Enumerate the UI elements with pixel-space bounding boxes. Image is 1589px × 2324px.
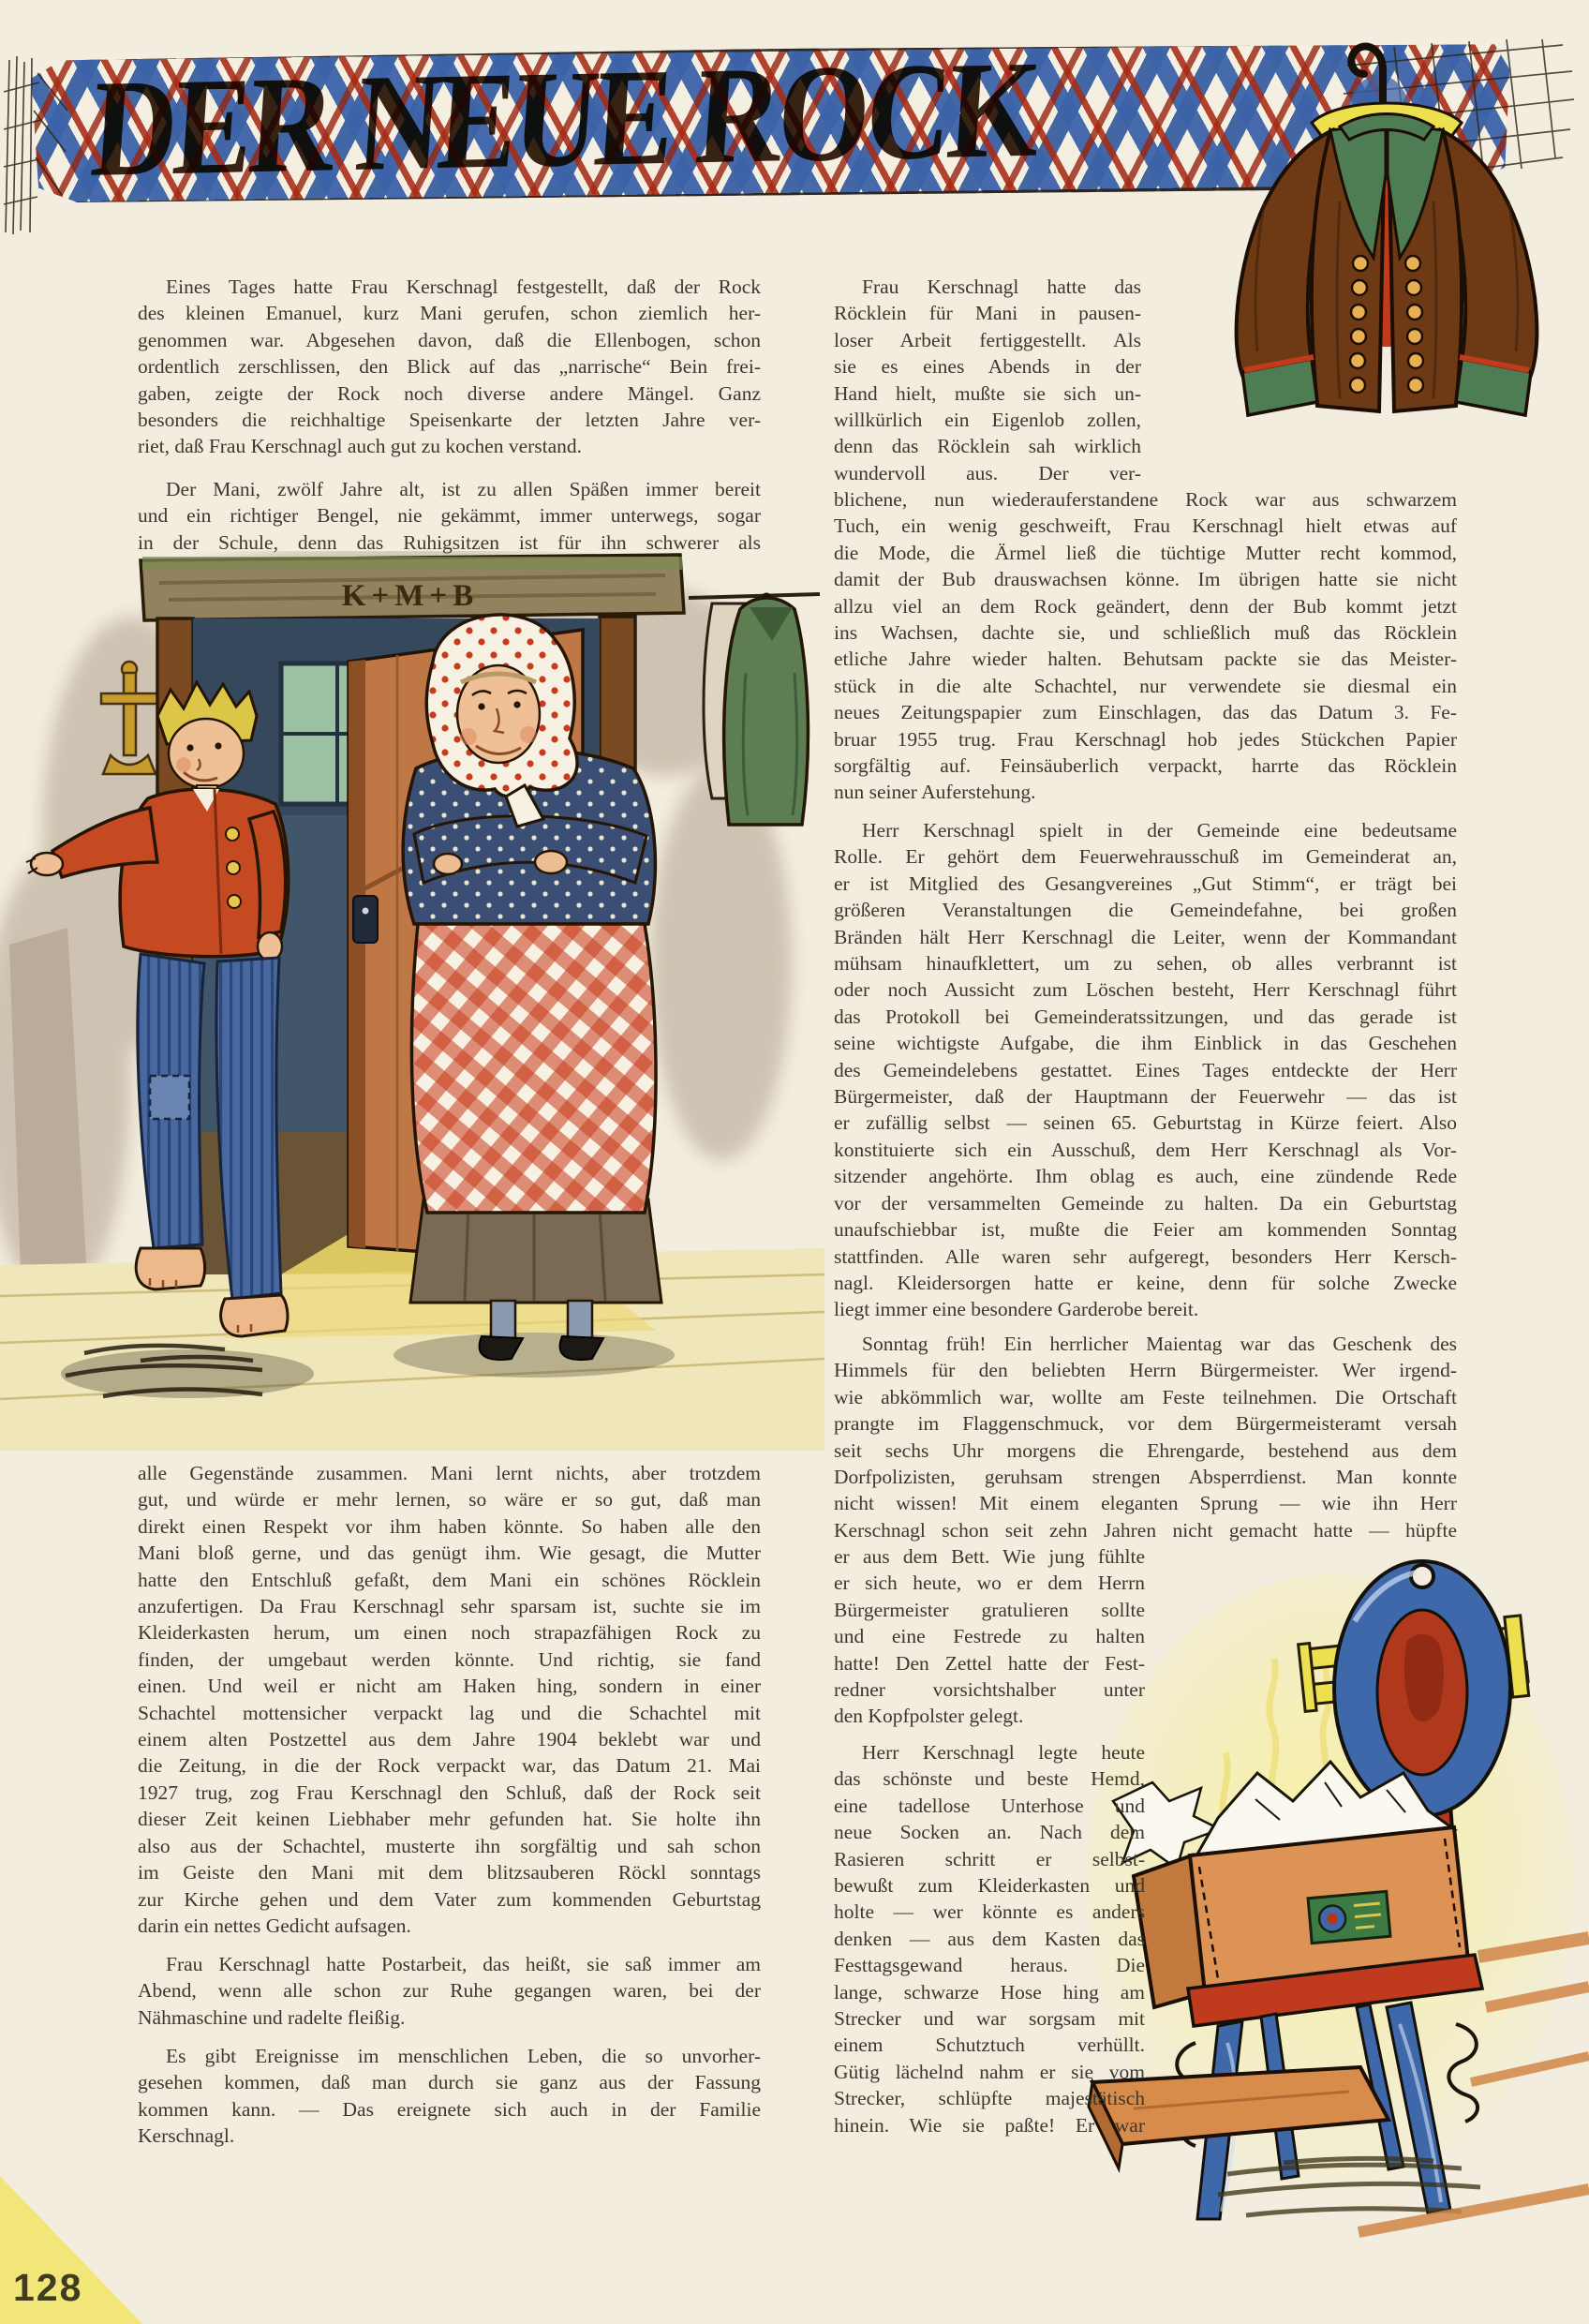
text-line: mühsam hinaufklettert, um zu sehen, ob alles verbrannt ist	[834, 952, 1457, 976]
text-line: und eine Festrede zu halten	[834, 1625, 1145, 1648]
text-line: riet, daß Frau Kerschnagl auch gut zu kochen verstand.	[138, 435, 583, 458]
text-line: anzufertigen. Da Frau Kerschnagl sehr sparsam ist, suchte sie im	[138, 1595, 761, 1618]
text-line: Schachtel mottensicher verpackt lag und die Schachtel mit	[138, 1701, 761, 1724]
text-line: loser Arbeit fertiggestellt. Als	[834, 328, 1141, 351]
text-line: Bränden hält Herr Kerschnagl die Leiter, wenn der Kommandant	[834, 925, 1457, 948]
text-line: größeren Veranstaltungen die Gemeindefahne, bei großen	[834, 899, 1457, 922]
gingham-apron	[411, 924, 656, 1213]
text-line: Frau Kerschnagl hatte das	[862, 276, 1141, 298]
text-line: genommen war. Abgesehen davon, daß die Ellenbogen, schon	[138, 328, 761, 351]
text-line: redner vorsichtshalber unter	[834, 1678, 1145, 1702]
text-block	[834, 274, 1141, 486]
text-line: Röcklein für Mani in pausen-	[834, 302, 1141, 325]
text-line: Rasieren schritt er selbst-	[834, 1847, 1145, 1870]
text-line: einem Schutztuch verhüllt.	[834, 2034, 1145, 2057]
text-line: das Protokoll bei Gemeinderatssitzungen, und das gerade ist	[834, 1005, 1457, 1028]
door-inscription: K+M+B	[341, 579, 480, 613]
text-line: sie es eines Abends in der	[834, 355, 1141, 379]
text-line: sitzender angehörte. Ihm oblag es auch, eine zündende Rede	[834, 1165, 1457, 1188]
text-line: Sonntag früh! Ein herrlicher Maientag war das Geschenk des	[862, 1333, 1457, 1355]
text-line: einem alten Postzettel aus dem Jahre 1904 beklebt war und	[138, 1728, 761, 1751]
text-line: kommen kann. — Das ereignete sich auch in der Familie	[138, 2097, 761, 2121]
article-title	[81, 35, 1063, 207]
hanger-hook-icon	[1351, 46, 1383, 102]
text-line: gesehen kommen, daß man durch sie ganz aus der Fassung	[138, 2071, 761, 2094]
text-line: seine wichtigste Aufgabe, die ihm Einblick in das Geschehen	[834, 1032, 1457, 1055]
text-line: nun seiner Auferstehung.	[834, 781, 1036, 804]
text-block	[834, 1739, 1145, 2138]
text-line: Der Mani, zwölf Jahre alt, ist zu allen Späßen immer bereit	[166, 478, 761, 500]
text-line: bruar 1955 trug. Frau Kerschnagl hob jedes Stückchen Papier	[834, 727, 1457, 751]
text-line: 1927 trug, zog Frau Kerschnagl den Schluß, daß der Rock seit	[138, 1780, 761, 1804]
text-line: finden, der umgebaut werden könnte. Und richtig, sie fand	[138, 1647, 761, 1671]
text-block	[834, 1543, 1145, 1730]
text-line: stück in die alte Schachtel, nur verwendete sie diesmal ein	[834, 674, 1457, 697]
text-line: allzu viel an dem Rock geändert, denn der Bub kommt jetzt	[834, 594, 1457, 618]
text-block	[138, 274, 761, 460]
text-line: Bürgermeister, daß der Hauptmann der Feuerwehr — das ist	[834, 1085, 1457, 1109]
text-line: alle Gegenstände zusammen. Mani lernt nichts, aber trotzdem	[138, 1462, 761, 1484]
text-line: im Geiste den Mani mit dem blitzsauberen Röckl sonntags	[138, 1861, 761, 1885]
text-line: des Gemeindelebens gestattet. Eines Tages entdeckte der Herr	[834, 1058, 1457, 1081]
jacket-cuffs	[1242, 357, 1531, 415]
text-line: holte — wer könnte es anders	[834, 1900, 1145, 1924]
text-line: Kerschnagl schon seit zehn Jahren nicht gemacht hatte — hüpfte	[834, 1518, 1457, 1542]
text-line: zur Kirche gehen und dem Vater zum kommenden Geburtstag	[138, 1887, 761, 1911]
text-line: wie abkömmlich war, wollte am Feste teilnehmen. Die Ortschaft	[834, 1385, 1457, 1408]
text-block	[138, 2043, 761, 2150]
text-line: liegt immer eine besondere Garderobe bereit.	[834, 1298, 1199, 1321]
text-line: darin ein nettes Gedicht aufsagen.	[138, 1914, 411, 1937]
text-line: Nähmaschine und radelte fleißig.	[138, 2005, 406, 2029]
text-line: sorgfältig auf. Feinsäuberlich verpackt, harrte das Röcklein	[834, 754, 1457, 778]
text-line: denken — aus dem Kasten das	[834, 1927, 1145, 1950]
text-line: Mani bloß gerne, und das genügt ihm. Wie gesagt, die Mutter	[138, 1542, 761, 1565]
text-line: wundervoll aus. Der ver-	[834, 461, 1141, 484]
text-block	[138, 476, 761, 556]
text-line: nagl. Kleidersorgen hatte er keine, denn für solche Zwecke	[834, 1271, 1457, 1294]
text-line: und ein richtiger Bengel, nie gekämmt, immer unterwegs, sogar	[138, 504, 761, 528]
text-line: die Zeitung, in die der Rock verpackt war, das Datum 21. Mai	[138, 1754, 761, 1778]
text-block	[834, 817, 1457, 1323]
text-line: er zufällig selbst — seinen 65. Geburtstag in Kürze feiert. Also	[834, 1111, 1457, 1135]
text-block	[138, 1951, 761, 2031]
text-line: ordentlich zerschlissen, den Blick auf das „narrische“ Bein frei-	[138, 355, 761, 379]
text-line: vor der versammelten Gemeinde zu halten. Da ein Geburtstag	[834, 1191, 1457, 1214]
text-line: unaufschiebbar ist, mußte die Feier am kommenden Sonntag	[834, 1218, 1457, 1242]
text-line: das schönste und beste Hemd,	[834, 1767, 1145, 1791]
text-line: Bürgermeister gratulieren sollte	[834, 1598, 1145, 1621]
text-line: bewußt zum Kleiderkasten und	[834, 1874, 1145, 1898]
text-block	[138, 1460, 761, 1939]
box-label	[1308, 1891, 1390, 1943]
door-scene-illustration	[0, 551, 824, 1451]
page-number: 128	[13, 2266, 83, 2309]
text-line: gaben, zeigte der Rock noch diverse andere Mängel. Ganz	[138, 381, 761, 405]
text-line: Kerschnagl.	[138, 2124, 235, 2148]
text-line: Rolle. Er gehört dem Feuerwehrausschuß im Gemeinderat an,	[834, 845, 1457, 869]
text-line: prangte im Flaggenschmuck, vor dem Bürgermeisteramt versah	[834, 1412, 1457, 1436]
text-line: er ist Mitglied des Gesangvereines „Gut Stimm“, er trägt bei	[834, 872, 1457, 895]
text-line: Tuch, ein wenig geschweift, Frau Kerschnagl hielt etwas auf	[834, 514, 1457, 538]
text-line: er sich heute, wo er dem Herrn	[834, 1572, 1145, 1595]
text-block	[834, 486, 1457, 806]
text-line: in der Schule, denn das Ruhigsitzen ist für ihn schwerer als	[138, 530, 761, 554]
text-line: hatte! Den Zettel hatte der Fest-	[834, 1651, 1145, 1675]
text-line: Festtagsgewand heraus. Die	[834, 1954, 1145, 1977]
text-line: lange, schwarze Hose hing am	[834, 1980, 1145, 2004]
text-line: Hand hielt, mußte sie sich un-	[834, 381, 1141, 405]
text-line: ins Wachsen, dachte sie, und schließlich muß das Röcklein	[834, 621, 1457, 645]
text-line: neues Zeitungspapier zum Einschlagen, das das Datum 3. Fe-	[834, 701, 1457, 724]
text-block	[834, 1331, 1457, 1543]
text-line: hatte den Entschluß gefaßt, dem Mani ein schönes Röcklein	[138, 1568, 761, 1591]
text-line: Strecker und war sorgsam mit	[834, 2007, 1145, 2031]
text-line: eine tadellose Unterhose und	[834, 1794, 1145, 1817]
text-line: Herr Kerschnagl legte heute	[862, 1741, 1145, 1764]
text-line: oder noch Aussicht zum Löschen besteht, Herr Kerschnagl führt	[834, 978, 1457, 1002]
text-line: etliche Jahre wieder halten. Behutsam packte sie das Meister-	[834, 648, 1457, 671]
text-line: besonders die reichhaltige Speisenkarte der letzten Jahre ver-	[138, 409, 761, 432]
text-line: stattfinden. Alle waren sehr aufgeregt, besonders Herr Kersch-	[834, 1244, 1457, 1268]
title-text: DER NEUE ROCK	[86, 37, 809, 205]
text-line: einen. Und weil er nicht am Haken hing, sondern in einer	[138, 1675, 761, 1698]
text-line: die Mode, die Ärmel ließ die tüchtige Mutter recht kommod,	[834, 541, 1457, 564]
text-line: den Kopfpolster gelegt.	[834, 1705, 1024, 1728]
text-line: seit sechs Uhr morgens die Ehrengarde, bestehend aus dem	[834, 1438, 1457, 1462]
text-line: blichene, nun wiederauferstandene Rock war aus schwarzem	[834, 488, 1457, 511]
chair-illustration	[1077, 1518, 1589, 2249]
text-line: Frau Kerschnagl hatte Postarbeit, das heißt, sie saß immer am	[166, 1953, 761, 1975]
jacket-illustration	[1199, 33, 1574, 436]
text-line: Gütig lächelnd nahm er sie vom	[834, 2060, 1145, 2083]
text-line: Kleiderkasten herum, um einen noch strapazfähigen Rock zu	[138, 1621, 761, 1645]
text-line: hinein. Wie sie paßte! Er war	[834, 2113, 1145, 2137]
door-lock-icon	[353, 896, 378, 943]
text-line: Es gibt Ereignisse im menschlichen Leben, die so unvorher-	[166, 2045, 761, 2067]
boy-bare-foot	[136, 1248, 204, 1289]
text-line: des kleinen Emanuel, kurz Mani gerufen, schon ziemlich her-	[138, 302, 761, 325]
text-line: direkt einen Respekt vor ihm haben könnte. So haben alle den	[138, 1514, 761, 1538]
text-line: gut, und würde er mehr lernen, so wäre er so gut, daß man	[138, 1488, 761, 1512]
text-line: Abend, wenn alle schon zur Ruhe gegangen waren, bei der	[138, 1979, 761, 2003]
text-line: Himmels für den beliebten Herrn Bürgermeister. Wer irgend-	[834, 1359, 1457, 1382]
text-line: er aus dem Bett. Wie jung fühlte	[834, 1545, 1145, 1568]
text-line: Herr Kerschnagl spielt in der Gemeinde eine bedeutsame	[862, 819, 1457, 842]
text-line: Dorfpolizisten, geruhsam strengen Absperrdienst. Man konnte	[834, 1466, 1457, 1489]
text-line: Eines Tages hatte Frau Kerschnagl festgestellt, daß der Rock	[166, 276, 761, 298]
text-line: nicht wissen! Mit einem eleganten Sprung — wie ihn Herr	[834, 1492, 1457, 1515]
banner-hatch-left-icon	[2, 54, 71, 238]
text-line: neue Socken an. Nach dem	[834, 1821, 1145, 1844]
text-line: also aus der Schachtel, musterte ihn sorgfältig und sah schon	[138, 1834, 761, 1857]
text-line: denn das Röcklein sah wirklich	[834, 435, 1141, 458]
text-line: dieser Zeit keinen Liebhaber mehr gefunden hat. Sie holte ihn	[138, 1808, 761, 1831]
text-line: konstituierte sich ein Ausschuß, dem Herr Kerschnagl als Vor-	[834, 1138, 1457, 1161]
text-line: damit der Bub drauswachsen könne. Im übrigen hatte sie nicht	[834, 568, 1457, 591]
text-line: Strecker, schlüpfte majestätisch	[834, 2087, 1145, 2110]
text-line: willkürlich ein Eigenlob zollen,	[834, 409, 1141, 432]
